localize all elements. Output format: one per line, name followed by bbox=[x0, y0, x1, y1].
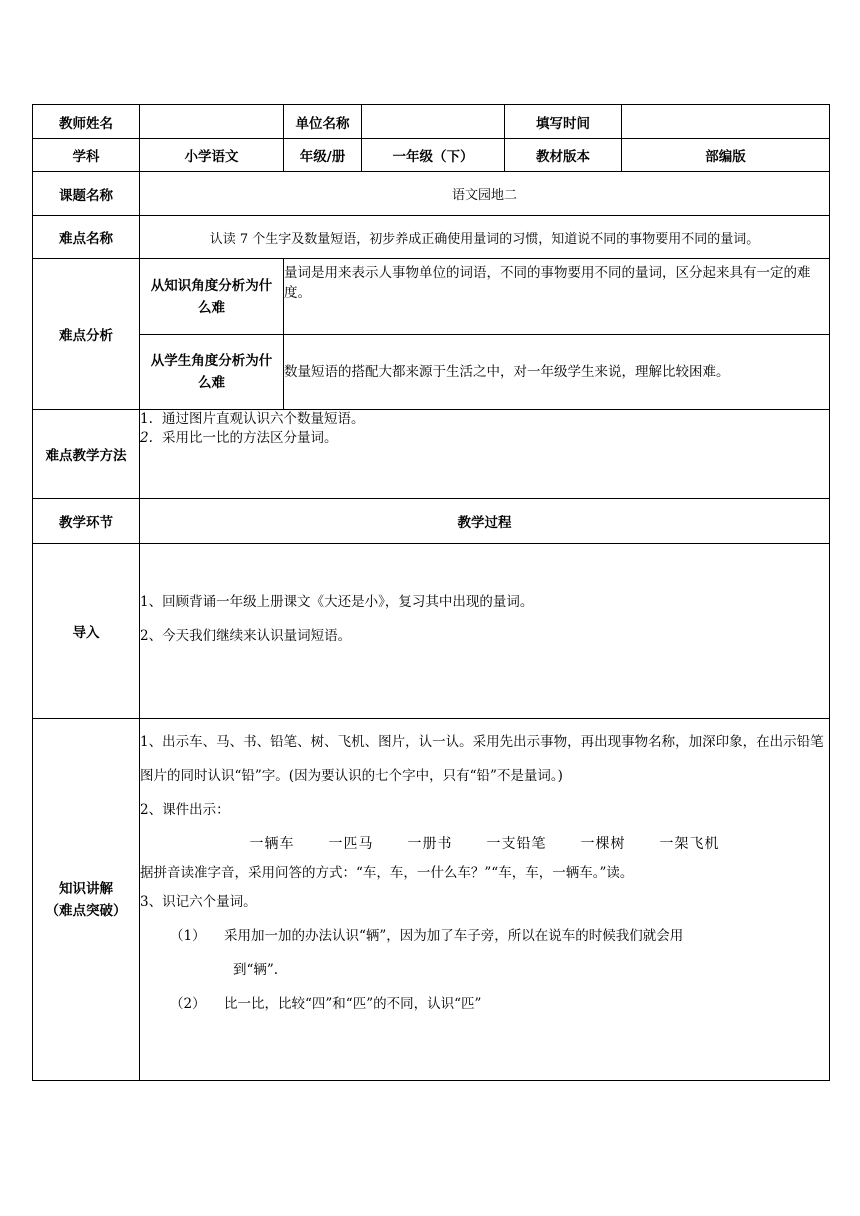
analysis-row-student bbox=[33, 335, 830, 410]
knowledge-label-line2: （难点突破） bbox=[45, 902, 127, 919]
grade-value: 一年级（下） bbox=[362, 139, 505, 172]
topic-row bbox=[33, 172, 830, 216]
method-list bbox=[140, 410, 830, 499]
knowledge-row bbox=[33, 719, 830, 1081]
knowledge-angle-label: 从知识角度分析为什么难 bbox=[140, 259, 284, 335]
student-angle-label: 从学生角度分析为什么难 bbox=[140, 335, 284, 410]
process-header: 教学过程 bbox=[140, 499, 830, 544]
method-label: 难点教学方法 bbox=[33, 410, 140, 499]
subject-label: 学科 bbox=[33, 139, 140, 172]
sub-step-2 bbox=[140, 987, 829, 1021]
knowledge-label-line1: 知识讲解 bbox=[59, 880, 113, 897]
difficulty-label: 难点名称 bbox=[33, 216, 140, 259]
analysis-row-knowledge bbox=[33, 259, 830, 335]
phrase-item: 一棵树 bbox=[580, 836, 626, 852]
subject-value: 小学语文 bbox=[140, 139, 284, 172]
analysis-label: 难点分析 bbox=[33, 259, 140, 410]
method-item-number: 2. bbox=[140, 430, 153, 446]
lesson-plan-table bbox=[32, 104, 830, 1081]
edition-value: 部编版 bbox=[622, 139, 830, 172]
phrase-item: 一支铅笔 bbox=[486, 836, 547, 852]
sub-step-text: 比一比，比较“四”和“匹”的不同，认识“匹” bbox=[224, 996, 482, 1012]
fill-time-value bbox=[622, 105, 830, 139]
sub-step-1 bbox=[140, 919, 829, 953]
sub-step-number: （2） bbox=[170, 996, 206, 1012]
knowledge-angle-text: 量词是用来表示人事物单位的词语，不同的事物要用不同的量词，区分起来具有一定的难度。 bbox=[284, 259, 830, 335]
stage-header: 教学环节 bbox=[33, 499, 140, 544]
knowledge-paragraph-4: 3、识记六个量词。 bbox=[140, 894, 257, 910]
student-angle-text: 数量短语的搭配大都来源于生活之中，对一年级学生来说，理解比较困难。 bbox=[284, 335, 830, 410]
method-item-text: 采用比一比的方法区分量词。 bbox=[162, 430, 338, 446]
phrase-item: 一册书 bbox=[407, 836, 453, 852]
edition-label: 教材版本 bbox=[505, 139, 622, 172]
method-item-text: 通过图片直观认识六个数量短语。 bbox=[162, 411, 365, 427]
topic-label: 课题名称 bbox=[33, 172, 140, 216]
quantity-phrases bbox=[140, 827, 829, 861]
phrase-item: 一架飞机 bbox=[659, 836, 720, 852]
phrase-item: 一匹马 bbox=[328, 836, 374, 852]
grade-label: 年级/册 bbox=[284, 139, 362, 172]
sub-step-number: （1） bbox=[170, 928, 206, 944]
intro-line: 1、回顾背诵一年级上册课文《大还是小》，复习其中出现的量词。 bbox=[140, 594, 534, 610]
method-item bbox=[140, 410, 829, 429]
sub-step-1-continued: 到“辆”. bbox=[233, 962, 279, 978]
unit-name-value bbox=[362, 105, 505, 139]
method-item-number: 1. bbox=[140, 411, 153, 427]
phrase-item: 一辆车 bbox=[249, 836, 295, 852]
intro-label: 导入 bbox=[33, 544, 140, 719]
teacher-name-label: 教师姓名 bbox=[33, 105, 140, 139]
difficulty-value: 认读 7 个生字及数量短语，初步养成正确使用量词的习惯，知道说不同的事物要用不同的量词。 bbox=[140, 216, 830, 259]
knowledge-paragraph-2: 2、课件出示： bbox=[140, 802, 230, 818]
unit-name-label: 单位名称 bbox=[284, 105, 362, 139]
intro-line: 2、今天我们继续来认识量词短语。 bbox=[140, 628, 352, 644]
teacher-name-value bbox=[140, 105, 284, 139]
sub-step-text: 采用加一加的办法认识“辆”，因为加了车子旁，所以在说车的时候我们就会用 bbox=[224, 928, 684, 944]
knowledge-label bbox=[33, 719, 140, 1081]
fill-time-label: 填写时间 bbox=[505, 105, 622, 139]
header-row-2 bbox=[33, 139, 830, 172]
method-row bbox=[33, 410, 830, 499]
header-row-1 bbox=[33, 105, 830, 139]
knowledge-paragraph-1: 1、出示车、马、书、铅笔、树、飞机、图片，认一认。采用先出示事物，再出现事物名称，加深印象，在出示铅笔图片的同时认识“铅”字。(因为要认识的七个字中，只有“铅”不是量词。) bbox=[140, 734, 824, 784]
knowledge-content bbox=[140, 719, 830, 1081]
knowledge-paragraph-3: 据拼音读准字音，采用问答的方式：“车，车，一什么车？”“车，车，一辆车。”读。 bbox=[140, 865, 634, 881]
intro-row bbox=[33, 544, 830, 719]
topic-value: 语文园地二 bbox=[140, 172, 830, 216]
difficulty-row bbox=[33, 216, 830, 259]
method-item bbox=[140, 429, 829, 448]
intro-content bbox=[140, 544, 830, 719]
process-header-row bbox=[33, 499, 830, 544]
